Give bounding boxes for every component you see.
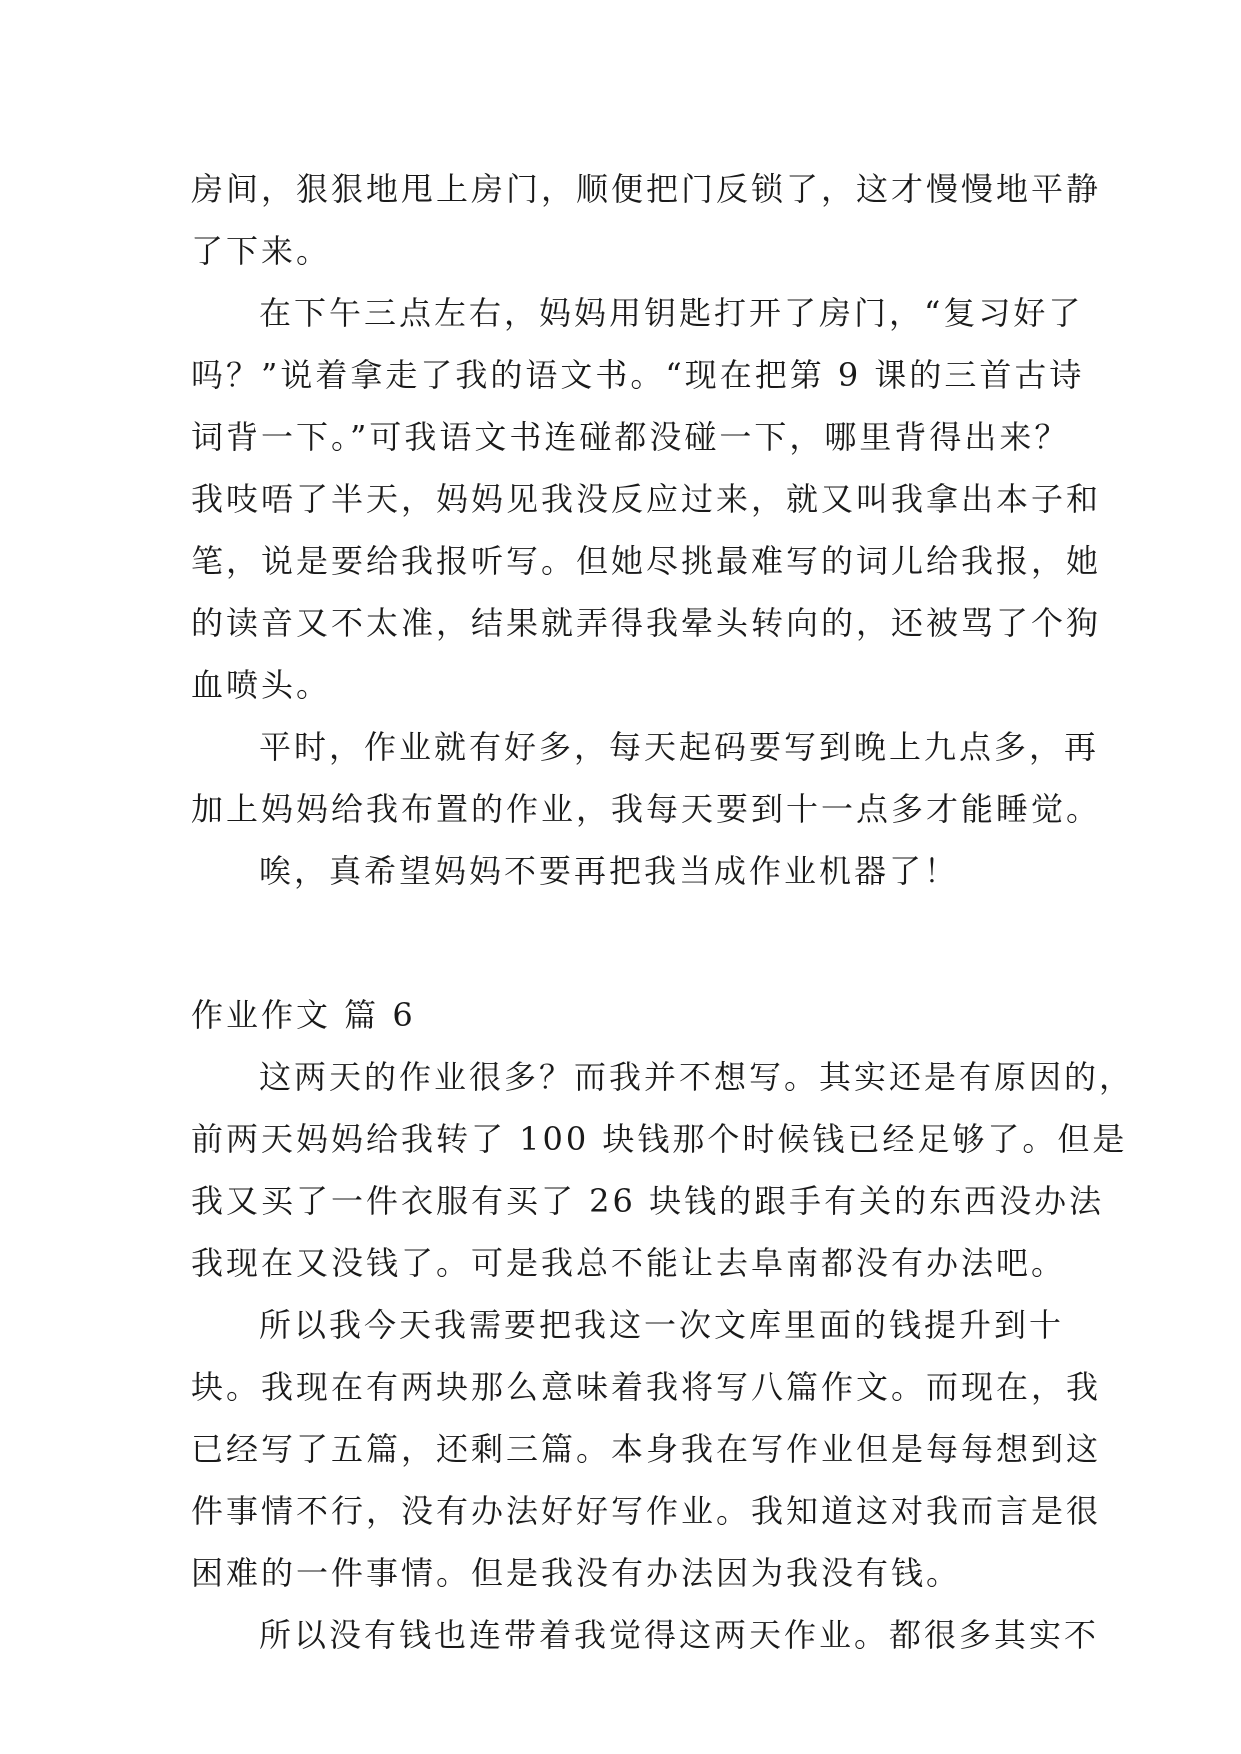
- text-line: 词背一下。”可我语文书连碰都没碰一下，哪里背得出来？: [191, 418, 1070, 456]
- document-body: [191, 158, 1135, 1666]
- text-line: 块。我现在有两块那么意味着我将写八篇作文。而现在，我: [191, 1368, 1102, 1406]
- text-line: 笔，说是要给我报听写。但她尽挑最难写的词儿给我报，她: [191, 542, 1102, 580]
- text-line: 困难的一件事情。但是我没有办法因为我没有钱。: [191, 1554, 962, 1592]
- text-line: 的读音又不太准，结果就弄得我晕头转向的，还被骂了个狗: [191, 604, 1102, 642]
- text-line: 我又买了一件衣服有买了 26 块钱的跟手有关的东西没办法: [191, 1182, 1105, 1220]
- text-line: 唉，真希望妈妈不要再把我当成作业机器了！: [259, 852, 960, 890]
- text-line: 血喷头。: [191, 666, 332, 704]
- text-line: 前两天妈妈给我转了 100 块钱那个时候钱已经足够了。但是: [191, 1120, 1128, 1158]
- text-line: 在下午三点左右，妈妈用钥匙打开了房门，“复习好了: [259, 294, 1084, 332]
- text-line: 件事情不行，没有办法好好写作业。我知道这对我而言是很: [191, 1492, 1102, 1530]
- text-line: 我现在又没钱了。可是我总不能让去阜南都没有办法吧。: [191, 1244, 1067, 1282]
- text-line: 房间，狠狠地甩上房门，顺便把门反锁了，这才慢慢地平静: [191, 170, 1102, 208]
- text-line: 我吱唔了半天，妈妈见我没反应过来，就又叫我拿出本子和: [191, 480, 1102, 518]
- text-line: 所以我今天我需要把我这一次文库里面的钱提升到十: [259, 1306, 1065, 1344]
- text-line: 加上妈妈给我布置的作业，我每天要到十一点多才能睡觉。: [191, 790, 1102, 828]
- section-spacer: [191, 902, 1071, 964]
- text-line: 所以没有钱也连带着我觉得这两天作业。都很多其实不: [259, 1616, 1100, 1654]
- text-line: 这两天的作业很多？而我并不想写。其实还是有原因的，: [259, 1058, 1135, 1096]
- text-line: 了下来。: [191, 232, 332, 270]
- text-line: 吗？”说着拿走了我的语文书。“现在把第 9 课的三首古诗: [191, 356, 1085, 394]
- section-heading: 作业作文 篇 6: [191, 996, 416, 1034]
- text-line: 平时，作业就有好多，每天起码要写到晚上九点多，再: [259, 728, 1100, 766]
- text-line: 已经写了五篇，还剩三篇。本身我在写作业但是每每想到这: [191, 1430, 1102, 1468]
